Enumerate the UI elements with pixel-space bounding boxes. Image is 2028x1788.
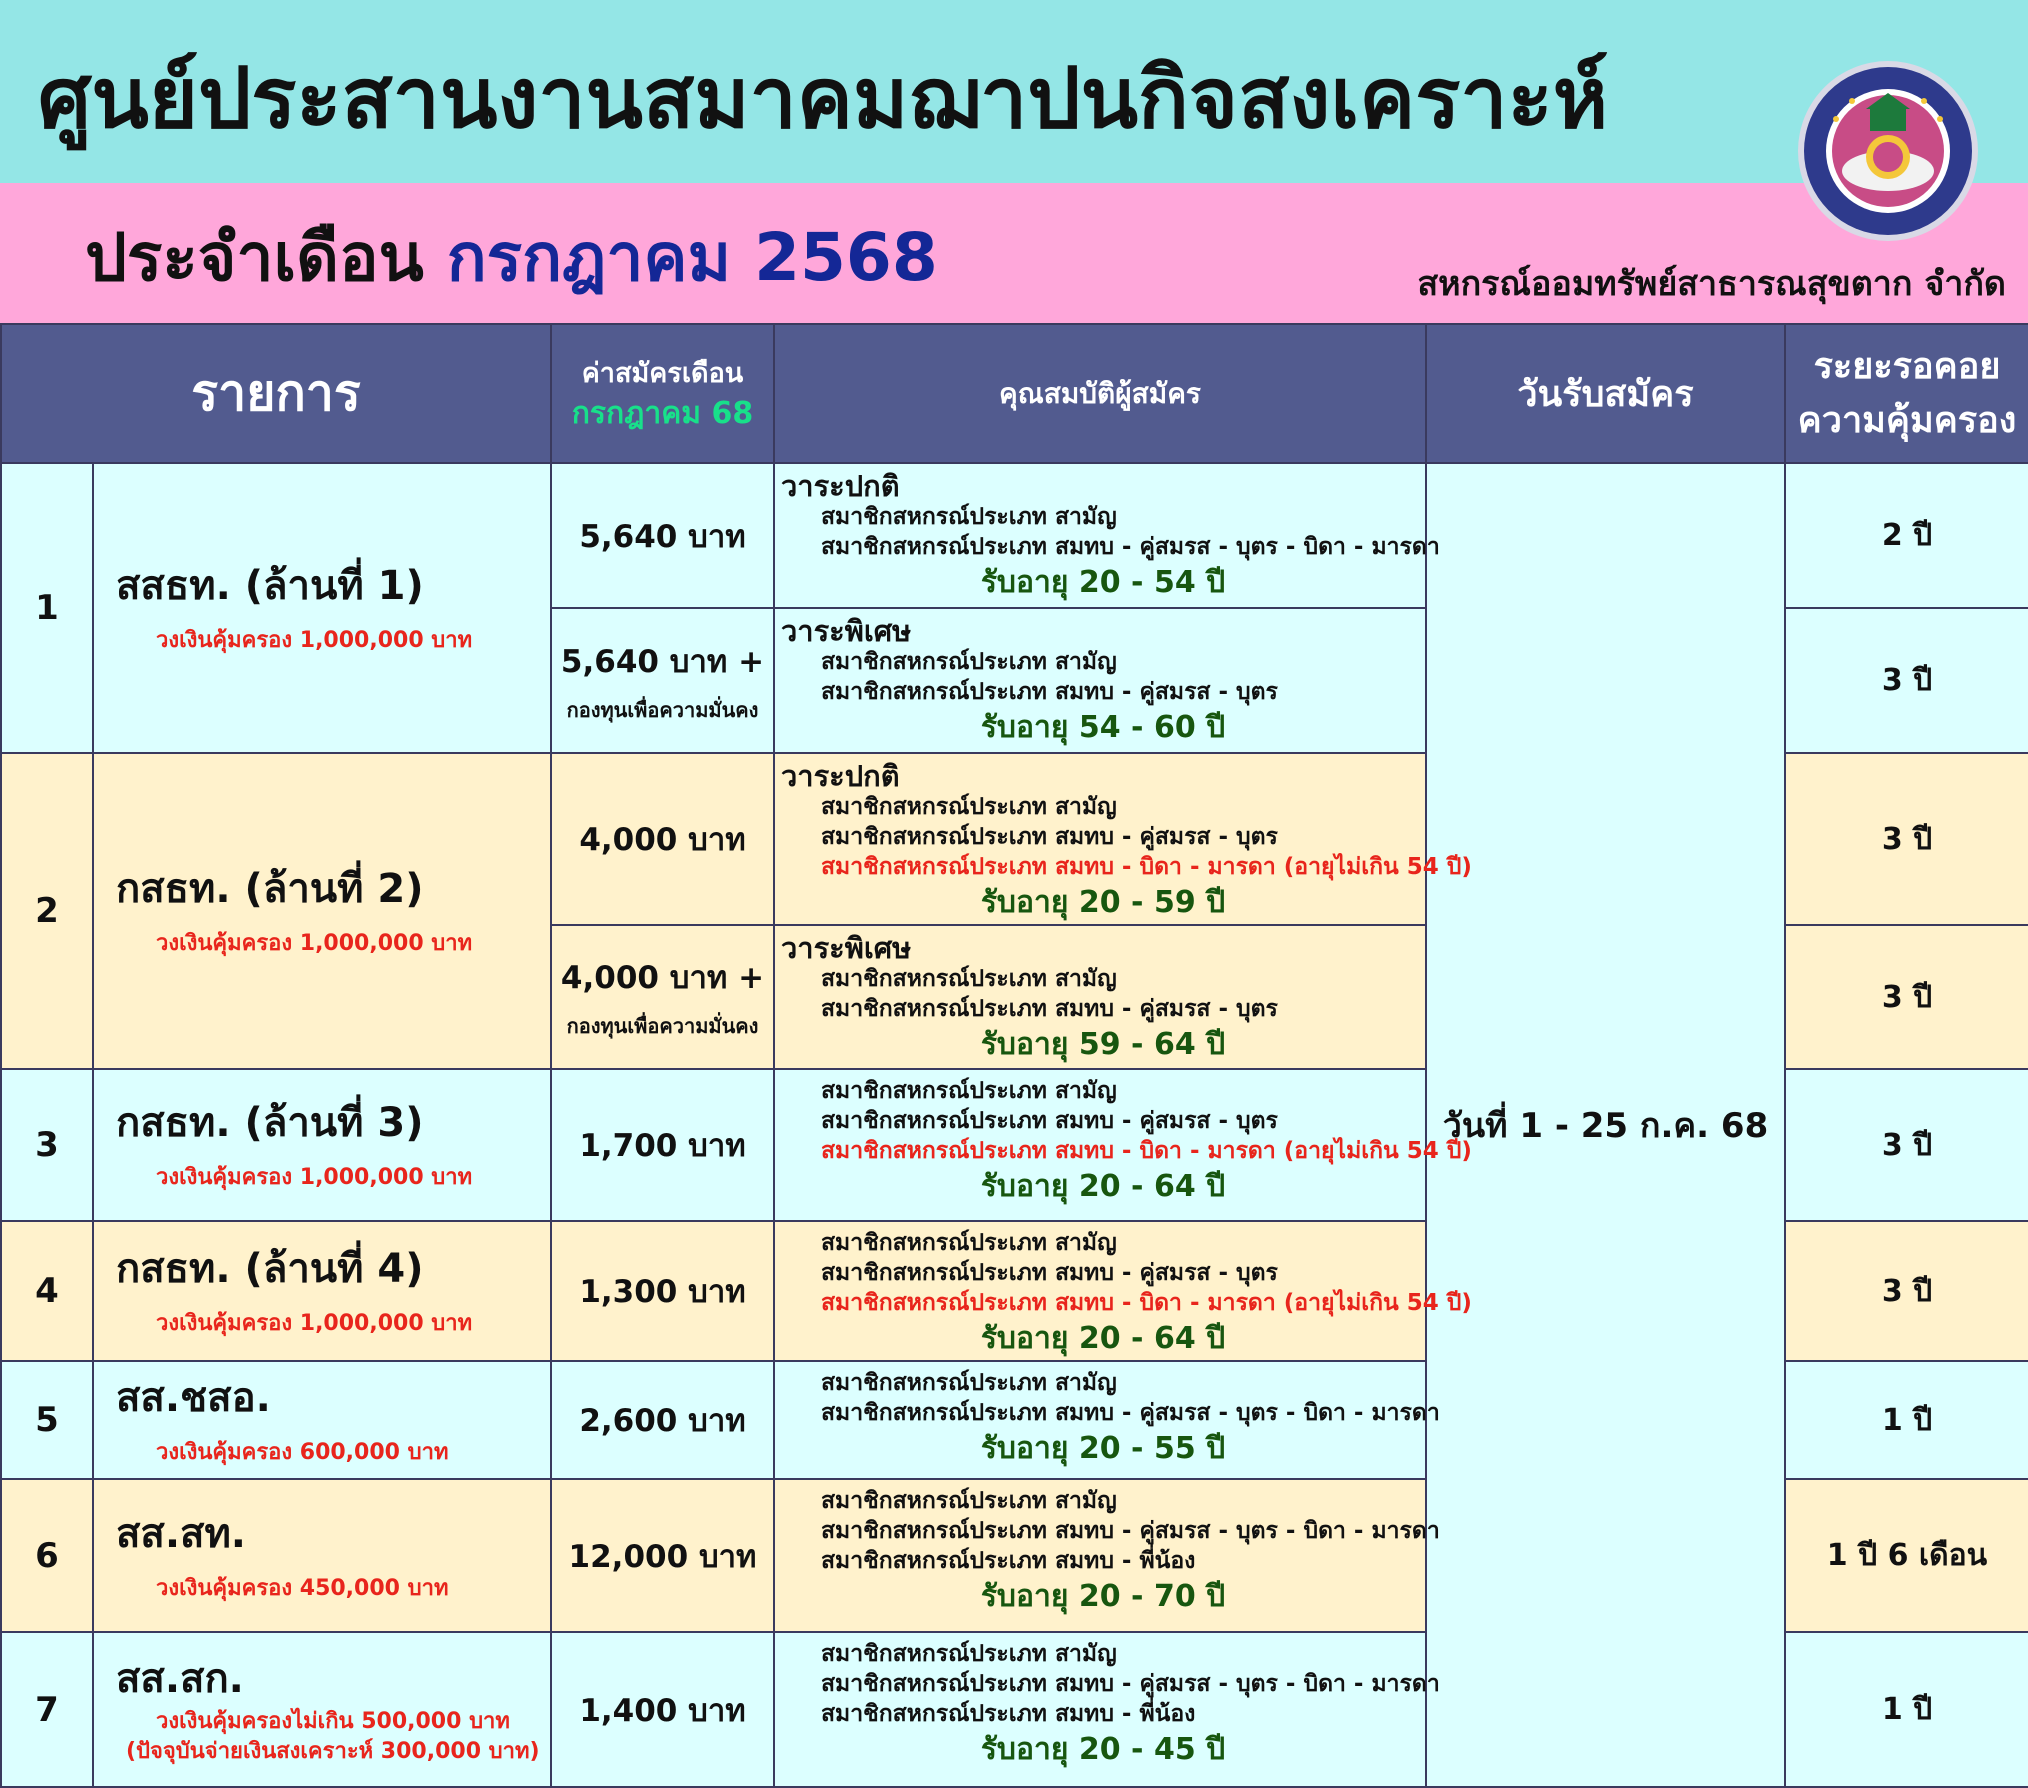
item-name: สส.ชสอ. [116,1375,271,1421]
age-range: รับอายุ 20 - 59 ปี [980,885,1226,920]
qualification-line: สมาชิกสหกรณ์ประเภท สามัญ [821,794,1117,820]
qualification-line: สมาชิกสหกรณ์ประเภท สมทบ - คู่สมรส - บุตร - บิดา - มารดา [821,1671,1440,1697]
wait-cell: 1 ปี [1785,1361,2028,1479]
fee-value: 5,640 บาท [579,518,746,555]
item-coverage: วงเงินคุ้มครอง 1,000,000 บาท [156,628,473,653]
qualification-line: สมาชิกสหกรณ์ประเภท สามัญ [821,1488,1117,1514]
fee-value: 4,000 บาท [579,822,746,858]
qualification-cell [774,463,1440,608]
header-item: รายการ [1,324,551,463]
period-label: วาระปกติ [781,469,900,503]
item-name: สสธท. (ล้านที่ 1) [116,563,424,609]
fee-cell [551,1479,774,1632]
item-coverage: วงเงินคุ้มครอง 450,000 บาท [156,1575,449,1601]
age-range: รับอายุ 20 - 55 ปี [980,1431,1226,1466]
qualification-line: สมาชิกสหกรณ์ประเภท สมทบ - คู่สมรส - บุตร [821,824,1278,850]
fee-value: 1,300 บาท [579,1274,746,1310]
cooperative-name: สหกรณ์ออมทรัพย์สาธารณสุขตาก จำกัด [1417,264,2006,304]
age-range: รับอายุ 20 - 54 ปี [980,565,1226,600]
fee-value: 1,400 บาท [579,1692,746,1729]
row-number: 4 [1,1221,93,1361]
page-title: ศูนย์ประสานงานสมาคมฌาปนกิจสงเคราะห์ [38,49,1609,147]
age-range: รับอายุ 20 - 64 ปี [980,1321,1226,1356]
qualification-cell [774,1479,1440,1632]
subtitle-month: กรกฎาคม 2568 [446,219,938,296]
qualification-line: สมาชิกสหกรณ์ประเภท สามัญ [821,1370,1117,1396]
apply-date-cell [1426,463,1785,1787]
qualification-line: สมาชิกสหกรณ์ประเภท สมทบ - คู่สมรส - บุตร [821,1260,1278,1286]
table-header-row [1,324,2028,463]
fund-table [0,323,2028,1788]
qualification-cell [774,1632,1440,1787]
wait-cell: 1 ปี 6 เดือน [1785,1479,2028,1632]
qualification-line: สมาชิกสหกรณ์ประเภท สามัญ [821,966,1117,992]
fund-note: กองทุนเพื่อความมั่นคง [566,697,759,722]
age-range: รับอายุ 20 - 45 ปี [980,1732,1226,1767]
fee-cell [551,463,774,608]
qualification-line: สมาชิกสหกรณ์ประเภท สมทบ - คู่สมรส - บุตร - บิดา - มารดา [821,1518,1440,1544]
qualification-line: สมาชิกสหกรณ์ประเภท สมทบ - คู่สมรส - บุตร - บิดา - มารดา [821,1400,1440,1426]
age-range: รับอายุ 20 - 64 ปี [980,1169,1226,1204]
item-cell [93,753,551,1069]
qualification-line: สมาชิกสหกรณ์ประเภท สมทบ - คู่สมรส - บุตร [821,996,1278,1022]
age-range: รับอายุ 59 - 64 ปี [980,1027,1226,1062]
item-cell [93,463,551,753]
item-cell [93,1221,551,1361]
wait-cell: 3 ปี [1785,753,2028,925]
item-coverage: วงเงินคุ้มครอง 1,000,000 บาท [156,1165,473,1190]
header-apply-date: วันรับสมัคร [1426,324,1785,463]
header-fee-line1: ค่าสมัครเดือน [581,357,744,389]
item-coverage: วงเงินคุ้มครองไม่เกิน 500,000 บาท [156,1708,510,1734]
qualification-line-restricted: สมาชิกสหกรณ์ประเภท สมทบ - บิดา - มารดา (อายุไม่เกิน 54 ปี) [821,1290,1472,1316]
item-coverage-note: (ปัจจุบันจ่ายเงินสงเคราะห์ 300,000 บาท) [126,1738,540,1764]
qualification-cell [774,1069,1472,1221]
wait-cell: 2 ปี [1785,463,2028,608]
item-cell [93,1069,551,1221]
item-cell [93,1479,551,1632]
qualification-cell [774,1361,1440,1479]
qualification-line: สมาชิกสหกรณ์ประเภท สามัญ [821,649,1117,675]
fee-value: 12,000 บาท [568,1538,757,1575]
qualification-line: สมาชิกสหกรณ์ประเภท สามัญ [821,504,1117,530]
age-range: รับอายุ 54 - 60 ปี [980,710,1226,745]
qualification-cell [774,608,1426,753]
header-wait-line1: ระยะรอคอย [1813,345,2001,387]
fee-cell [551,1632,774,1787]
fee-cell [551,1069,774,1221]
item-name: สส.สท. [116,1510,246,1557]
age-range: รับอายุ 20 - 70 ปี [980,1579,1226,1614]
qualification-line: สมาชิกสหกรณ์ประเภท สมทบ - คู่สมรส - บุตร [821,679,1278,705]
item-cell [93,1361,551,1479]
header-wait [1785,324,2028,463]
period-label: วาระพิเศษ [781,614,912,648]
fee-value: 5,640 บาท + [560,643,765,680]
qualification-line-restricted: สมาชิกสหกรณ์ประเภท สมทบ - บิดา - มารดา (อายุไม่เกิน 54 ปี) [821,854,1472,880]
item-coverage: วงเงินคุ้มครอง 1,000,000 บาท [156,1311,473,1336]
item-name: กสธท. (ล้านที่ 2) [116,866,424,912]
period-label: วาระพิเศษ [781,931,912,965]
page-subtitle [85,218,938,298]
row-number: 7 [1,1632,93,1787]
header-fee-line2: กรกฎาคม 68 [571,395,754,431]
wait-cell: 1 ปี [1785,1632,2028,1787]
period-label: วาระปกติ [781,759,900,793]
item-name: สส.สก. [116,1655,244,1702]
qualification-cell [774,753,1472,925]
header-fee [551,324,774,463]
qualification-line: สมาชิกสหกรณ์ประเภท สมทบ - พี่น้อง [821,1701,1196,1727]
fee-value: 4,000 บาท + [560,960,765,996]
apply-date-value: วันที่ 1 - 25 ก.ค. 68 [1442,1106,1769,1146]
fee-cell [551,1221,774,1361]
fee-cell [551,925,774,1069]
item-coverage: วงเงินคุ้มครอง 1,000,000 บาท [156,931,473,956]
item-coverage: วงเงินคุ้มครอง 600,000 บาท [156,1440,449,1465]
item-cell [93,1632,551,1787]
item-name: กสธท. (ล้านที่ 4) [116,1246,424,1292]
wait-cell: 3 ปี [1785,608,2028,753]
fee-cell [551,1361,774,1479]
cooperative-seal-icon [1796,59,1980,243]
row-number: 1 [1,463,93,753]
subtitle-prefix: ประจำเดือน [85,219,424,296]
qualification-cell [774,925,1426,1069]
qualification-line: สมาชิกสหกรณ์ประเภท สมทบ - พี่น้อง [821,1548,1196,1574]
wait-cell: 3 ปี [1785,925,2028,1069]
qualification-line: สมาชิกสหกรณ์ประเภท สมทบ - คู่สมรส - บุตร - บิดา - มารดา [821,534,1440,560]
qualification-line: สมาชิกสหกรณ์ประเภท สามัญ [821,1230,1117,1256]
row-number: 6 [1,1479,93,1632]
fund-note: กองทุนเพื่อความมั่นคง [566,1014,759,1038]
row-number: 2 [1,753,93,1069]
row-number: 5 [1,1361,93,1479]
wait-cell: 3 ปี [1785,1221,2028,1361]
table-row [1,463,2028,608]
qualification-line: สมาชิกสหกรณ์ประเภท สามัญ [821,1078,1117,1104]
fee-cell [551,753,774,925]
row-number: 3 [1,1069,93,1221]
fee-value: 1,700 บาท [579,1128,746,1164]
header-wait-line2: ความคุ้มครอง [1797,399,2017,441]
fee-value: 2,600 บาท [579,1403,746,1439]
qualification-line-restricted: สมาชิกสหกรณ์ประเภท สมทบ - บิดา - มารดา (อายุไม่เกิน 54 ปี) [821,1138,1472,1164]
header-qualification: คุณสมบัติผู้สมัคร [774,324,1426,463]
qualification-line: สมาชิกสหกรณ์ประเภท สมทบ - คู่สมรส - บุตร [821,1108,1278,1134]
qualification-line: สมาชิกสหกรณ์ประเภท สามัญ [821,1641,1117,1667]
fee-cell [551,608,774,753]
qualification-cell [774,1221,1472,1361]
item-name: กสธท. (ล้านที่ 3) [116,1100,424,1146]
wait-cell: 3 ปี [1785,1069,2028,1221]
